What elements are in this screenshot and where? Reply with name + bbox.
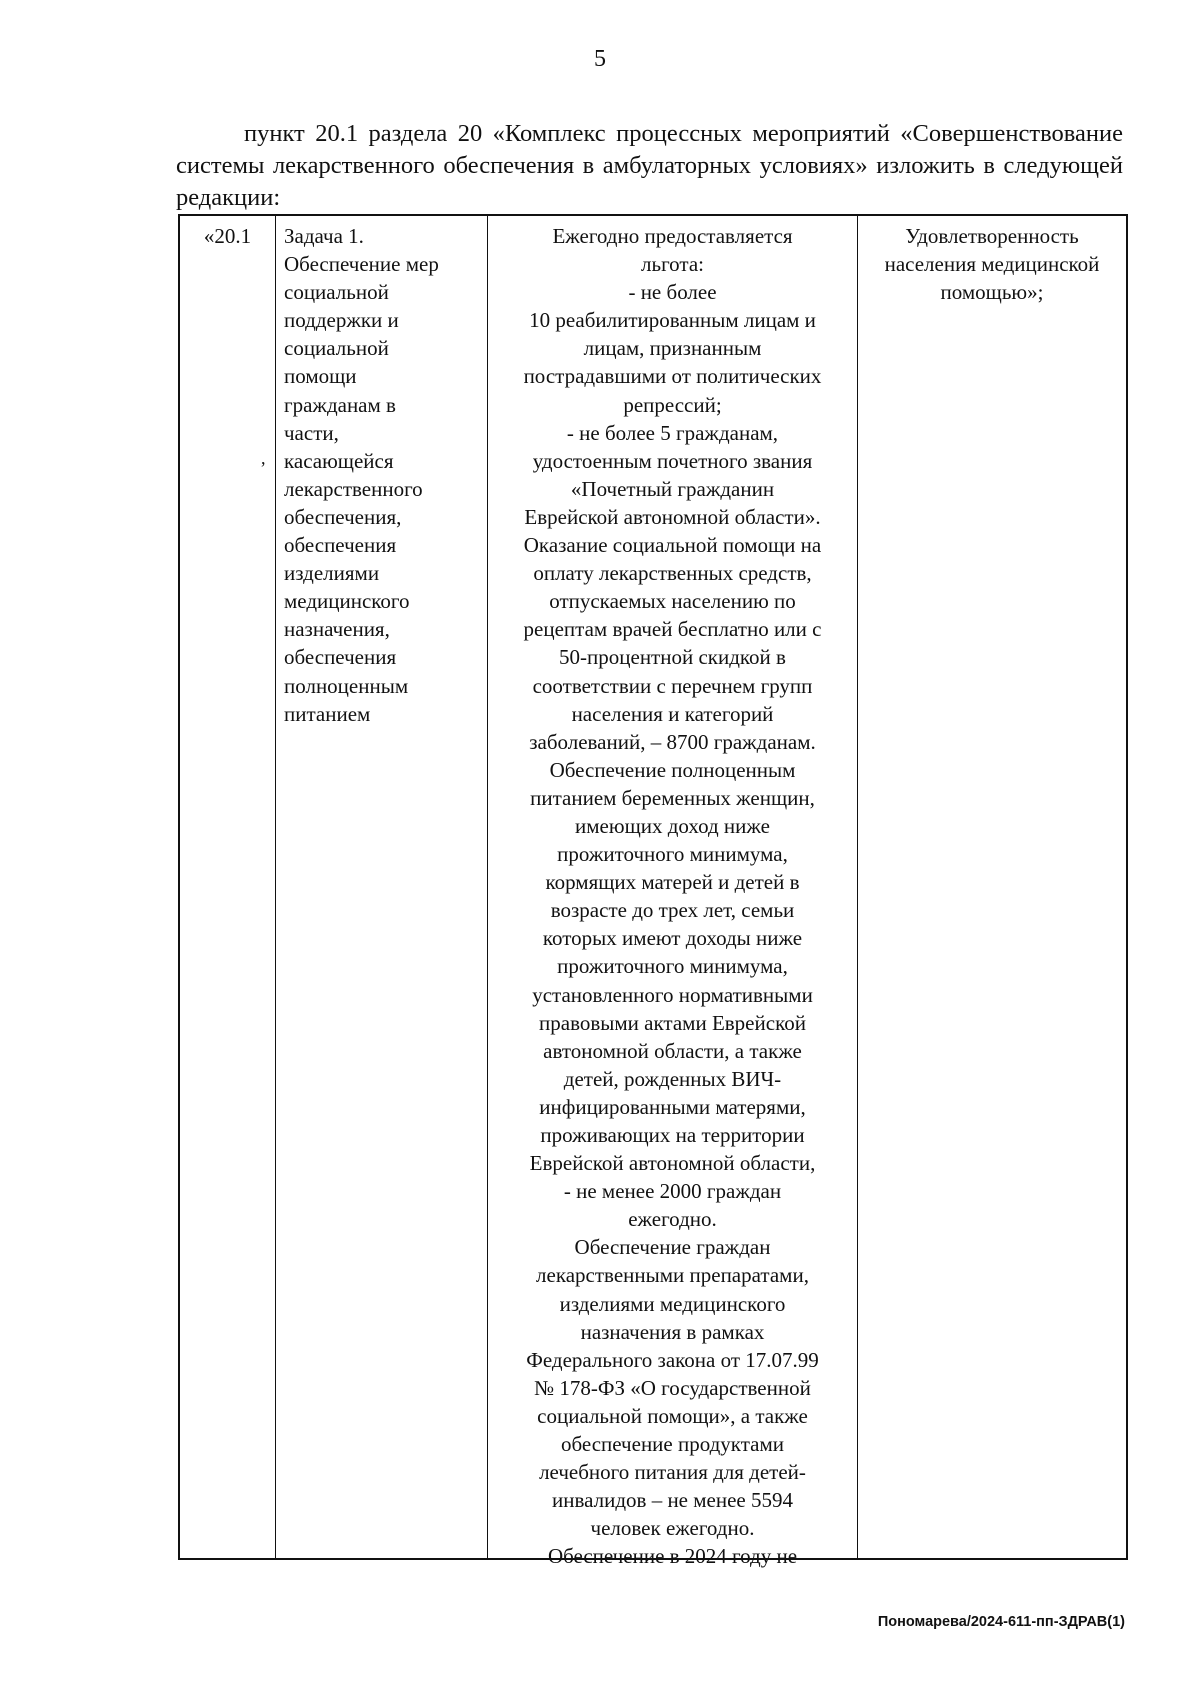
table-cell-item-number: «20.1: [180, 216, 276, 1558]
program-table: [178, 214, 1128, 1569]
page-number: 5: [594, 46, 606, 72]
intro-text: пункт 20.1 раздела 20 «Комплекс процессных мероприятий «Совершенствование системы лекарственного обеспечения в амбулаторных условиях» изложить в следующей редакции:: [176, 120, 1123, 211]
intro-paragraph: [176, 118, 1123, 214]
table-cell-indicator: Удовлетворенность населения медицинской помощью»;: [884, 224, 1100, 305]
scan-stray-mark: ,: [261, 448, 266, 468]
table-cell-expected-result: Ежегодно предоставляется льгота: - не более 10 реабилитированным лицам и лицам, признанным пострадавшими от политических репрессий; - не более 5 гражданам, удостоенным почетного звания «Почетный гражданин Еврейской автономной области». Оказание социальной помощи на оплату лекарственных средств, отпускаемых населению по рецептам врачей бесплатно или с 50-процентной скидкой в соответствии с перечнем групп населения и категорий заболеваний, – 8700 гражданам. Обеспечение полноценным питанием беременных женщин, имеющих доход ниже прожиточного минимума, кормящих матерей и детей в возрасте до трех лет, семьи которых имеют доходы ниже прожиточного минимума, установленного нормативными правовыми актами Еврейской автономной области, а также детей, рожденных ВИЧ- инфицированными матерями, проживающих на территории Еврейской автономной области, - не менее 2000 граждан ежегодно. Обеспечение граждан лекарственными препаратами, изделиями медицинского назначения в рамках Федерального закона от 17.07.99 № 178-ФЗ «О государственной социальной помощи», а также обеспечение продуктами лечебного питания для детей- инвалидов – не менее 5594 человек ежегодно. Обеспечение в 2024 году не: [488, 216, 858, 1558]
table-cell-task: Задача 1. Обеспечение мер социальной поддержки и социальной помощи гражданам в части, касающейся лекарственного обеспечения, обеспечения изделиями медицинского назначения, обеспечения полноценным питанием: [276, 216, 488, 1558]
document-footer-code: Пономарева/2024-611-пп-ЗДРАВ(1): [877, 1614, 1125, 1630]
